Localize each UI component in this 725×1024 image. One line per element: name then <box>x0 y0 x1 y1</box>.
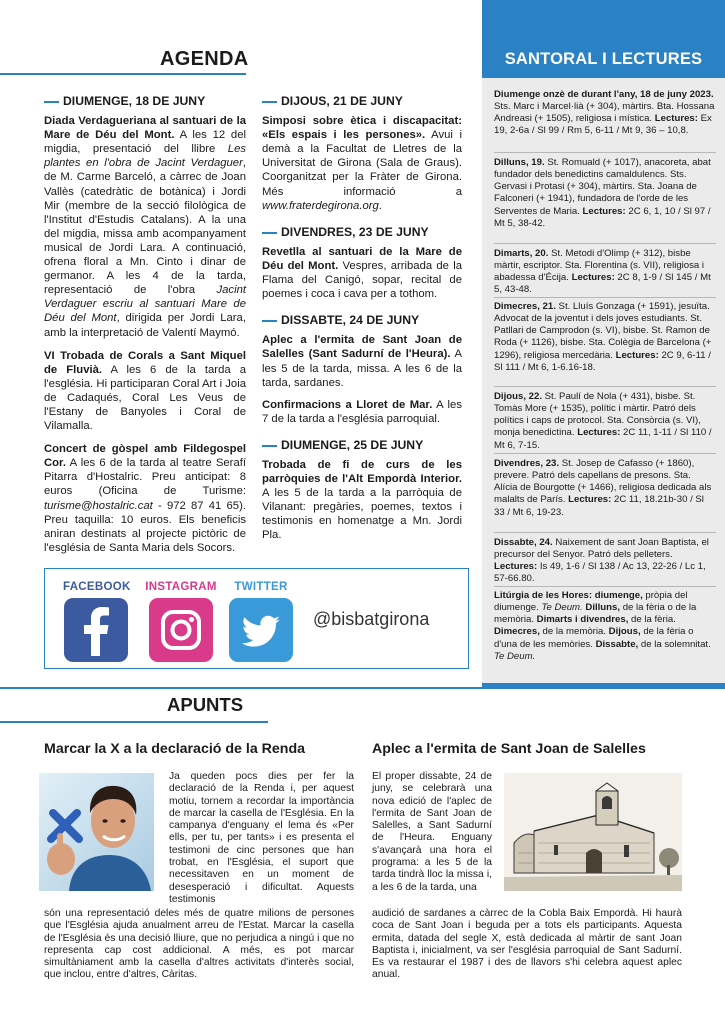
facebook-link[interactable] <box>63 581 129 662</box>
event-fi-de-curs: Trobada de fi de curs de les parròquies de l'Alt Empordà Interior. A les 5 de la tarda a la parròquia de Vilanant: pregàries, poemes, textos i testimonis en homenatge a Mn. Jordi Pla. <box>262 458 462 542</box>
day-heading: DIVENDRES, 23 DE JUNY <box>262 225 462 239</box>
santoral-dissabte: Dissabte, 24. Naixement de sant Joan Baptista, el precursor del Senyor. Patró dels pelleters. Lectures: Is 49, 1-6 / Sl 138 / Ac 13, 22-26 / Lc 1, 57-66.80. <box>494 537 709 585</box>
santoral-title: SANTORAL I LECTURES <box>504 50 703 68</box>
separator <box>494 386 716 387</box>
twitter-bird-glyph <box>229 598 293 662</box>
day-heading: DIJOUS, 21 DE JUNY <box>262 94 462 108</box>
apunts-title: APUNTS <box>167 694 244 715</box>
article-renda-text-full: són una representació deles més de quatre milions de persones que l'Església ajuda anualment arreu de l'Estat. Marcar la casella de l'Església és una decisió lliure, que no perjudica a ningú i que no representa cap cost addicional. A més, es pot marcar simultàniament amb la casella d'altres activitats d'interès social, que inclou, entre d'altres, Càritas. <box>44 908 354 981</box>
instagram-glyph <box>149 598 213 662</box>
twitter-label: TWITTER <box>234 581 288 593</box>
twitter-link[interactable] <box>228 581 294 662</box>
social-handle[interactable]: @bisbatgirona <box>313 609 430 629</box>
agenda-title: AGENDA <box>160 48 249 70</box>
santoral-dijous: Dijous, 22. St. Paulí de Nola (+ 431), bisbe. St. Tomàs More (+ 1535), polític i màrtir. Patró dels polítics i caps de protocol. Sta. Consòrcia (s. VI), monja benedictina. Lectures: 2C 11, 1-11 / Sl 110 / Mt 6, 7-15. <box>494 391 712 451</box>
agenda-column-2 <box>262 94 462 543</box>
instagram-label: INSTAGRAM <box>145 581 217 593</box>
event-simposi: Simposi sobre ètica i discapacitat: «Els espais i les persones». Avui i demà a la Facultat de Lletres de la Universitat de Girona (Sala de Graus). Coorganitzat per la Fràter de Girona. Més informació a www.fraterdegirona.org. <box>262 115 462 212</box>
ermita-illustration <box>504 773 682 891</box>
agenda-column-1 <box>44 94 246 555</box>
dash-mark <box>262 101 277 103</box>
article-aplec-text-wrap: El proper dissabte, 24 de juny, se celebrarà una nova edició de l'aplec de l'ermita de Sant Joan de Salelles, a Sant Sadurní de l'Heura. Enguany s'avançarà una hora el programa: a les 5 de la tarda tindrà lloc la missa i, a les 6 de la tarda, una <box>372 771 492 893</box>
separator <box>494 243 716 244</box>
event-confirmacions: Confirmacions a Lloret de Mar. A les 7 de la tarda a l'església parroquial. <box>262 398 462 425</box>
facebook-glyph <box>64 598 128 662</box>
separator <box>494 586 716 587</box>
article-renda-text-wrap: Ja queden pocs dies per fer la declaració de la Renda i, per aquest motiu, tornem a recordar la importància de marcar la casella de l'Església. En la campanya d'enguany el lema és «Per ells, per tu, per tants» i es presenta el testimoni de cinc persones que han trobat, en l'Església, el suport que necessitaven en un moment de desesperació i dificultat. Aquests testimonis <box>169 771 354 905</box>
separator <box>494 152 716 153</box>
separator <box>494 532 716 533</box>
facebook-label: FACEBOOK <box>63 581 131 593</box>
man-with-x-illustration <box>39 773 154 891</box>
santoral-diumenge: Diumenge onzè de durant l'any, 18 de juny 2023. Sts. Marc i Marcel·lià (+ 304), màrtirs. Bta. Hossana Andreasi (+ 1505), religiosa i mística. Lectures: Ex 19, 2-6a / Sl 99 / Rm 5, 6-11 / Mt 9, 36 – 10,8. <box>494 89 715 137</box>
article-renda-title: Marcar la X a la declaració de la Renda <box>44 741 306 757</box>
man-with-x-photo <box>39 773 154 891</box>
event-revetlla: Revetlla al santuari de la Mare de Déu del Mont. Vespres, arribada de la Flama del Canigó, sopar, recital de poemes i coca i cava per a tothom. <box>262 245 462 301</box>
agenda-header <box>0 0 482 76</box>
article-aplec-text-full: audició de sardanes a càrrec de la Cobla Baix Empordà. Hi haurà coca de Sant Joan i beguda per a tots els participants. Aquesta ermita, datada del segle X, està dedicada al màrtir de sant Joan Baptista i, inicialment, va ser l'església parroquial de Sant Sadurní. Es va restaurar el 1987 i des de llavors s'hi celebra aquest aplec anual. <box>372 908 682 981</box>
day-heading: DISSABTE, 24 DE JUNY <box>262 313 462 327</box>
santoral-dimarts: Dimarts, 20. St. Metodi d'Olimp (+ 312), bisbe màrtir, escriptor. Sta. Florentina (s. VII), religiosa i abadessa d'Écija. Lectures: 2C 8, 1-9 / Sl 145 / Mt 5, 43-48. <box>494 248 711 296</box>
instagram-link[interactable] <box>143 581 219 662</box>
santoral-dilluns: Dilluns, 19. St. Romuald (+ 1017), anacoreta, abat fundador dels benedictins camaldulencs. Sts. Gervasi i Protasi (+ 304), màrtirs. Sta. Joana de Falconeri (+ 1941), fundadora de l'orde de les Serventes de Maria. Lectures: 2C 6, 1, 10 / Sl 97 / Mt 5, 38-42. <box>494 157 711 229</box>
event-corals: VI Trobada de Corals a Sant Miquel de Fluvià. A les 6 de la tarda a l'església. Hi participaran Coral Art i Joia de Cadaqués, Coral Les Veus de l'Estany de Banyoles i Coral de Vilamalla. <box>44 349 246 433</box>
day-heading: DIUMENGE, 25 DE JUNY <box>262 438 462 452</box>
dash-mark <box>262 320 277 322</box>
twitter-icon[interactable] <box>229 598 293 662</box>
separator <box>494 453 716 454</box>
dash-mark <box>262 445 277 447</box>
separator <box>494 297 716 298</box>
social-media-box <box>44 568 469 669</box>
santoral-divendres: Divendres, 23. St. Josep de Cafasso (+ 1860), prevere. Patró dels capellans de presons. Sta. Alícia de Bourgotte (+ 1466), religiosa dedicada als malalts de París. Lectures: 2C 11, 18.21b-30 / Sl 33 / Mt 6, 19-23. <box>494 458 712 518</box>
event-gospel: Concert de gòspel amb Fildegospel Cor. A les 6 de la tarda al teatre Serafí Pitarra d'Hostalric. Preu anticipat: 8 euros (Oficina de Turisme: turisme@hostalric.cat - 972 87 41 65). Preu taquilla: 10 euros. Els beneficis aniran destinats al projecte pictòric de l'església de Santa Maria dels Socors. <box>44 443 246 554</box>
event-verdaguer: Diada Verdagueriana al santuari de la Mare de Déu del Mont. A les 12 del migdia, presentació del llibre Les plantes en l'obra de Jacint Verdaguer, de M. Carme Barceló, a càrrec de Joan Vallès (catedràtic de botànica) i Jordi Mir (membre de la secció filològica de l'Institut d'Estudis Catalans). A la una del migdia, missa amb acompanyament musical de Jordi Lara. A continuació, ofrena floral a Mn. Cinto i dinar de germanor. A les 4 de la tarda, representació de l'obra Jacint Verdaguer escriu al santuari Mare de Déu del Mont, dirigida per Jordi Lara, amb la interpretació de Valentí Maymó. <box>44 115 246 339</box>
dash-mark <box>262 232 277 234</box>
apunts-title-rule <box>0 721 268 723</box>
instagram-icon[interactable] <box>149 598 213 662</box>
event-aplec: Aplec a l'ermita de Sant Joan de Salelles (Sant Sadurní de l'Heura). A les 5 de la tarda, missa. A les 6 de la tarda, sardanes. <box>262 334 462 389</box>
facebook-icon[interactable] <box>64 598 128 662</box>
ermita-drawing <box>504 773 682 891</box>
agenda-title-rule <box>0 73 246 75</box>
santoral-header <box>482 0 725 78</box>
santoral-liturgia: Litúrgia de les Hores: diumenge, pròpia del diumenge. Te Deum. Dilluns, de la fèria o de la memòria. Dimarts i divendres, de la fèria. Dimecres, de la memòria. Dijous, de la fèria o d'una de les memòries. Dissabte, de la solemnitat. Te Deum. <box>494 590 711 662</box>
dash-mark <box>44 101 59 103</box>
apunts-top-rule <box>0 687 725 689</box>
day-heading: DIUMENGE, 18 DE JUNY <box>44 94 246 108</box>
article-aplec-title: Aplec a l'ermita de Sant Joan de Salelles <box>372 741 646 757</box>
santoral-dimecres: Dimecres, 21. St. Lluís Gonzaga (+ 1591), jesuïta. Advocat de la joventut i dels joves estudiants. St. Patllari de Camprodon (s. VI), bisbe. St. Ramon de Roda (+ 1126), bisbe. Sta. Colègia de Barcelona (+ 1296), religiosa mercedària. Lectures: 2C 9, 6-11 / Sl 111 / Mt 6, 1-6.16-18. <box>494 301 712 373</box>
